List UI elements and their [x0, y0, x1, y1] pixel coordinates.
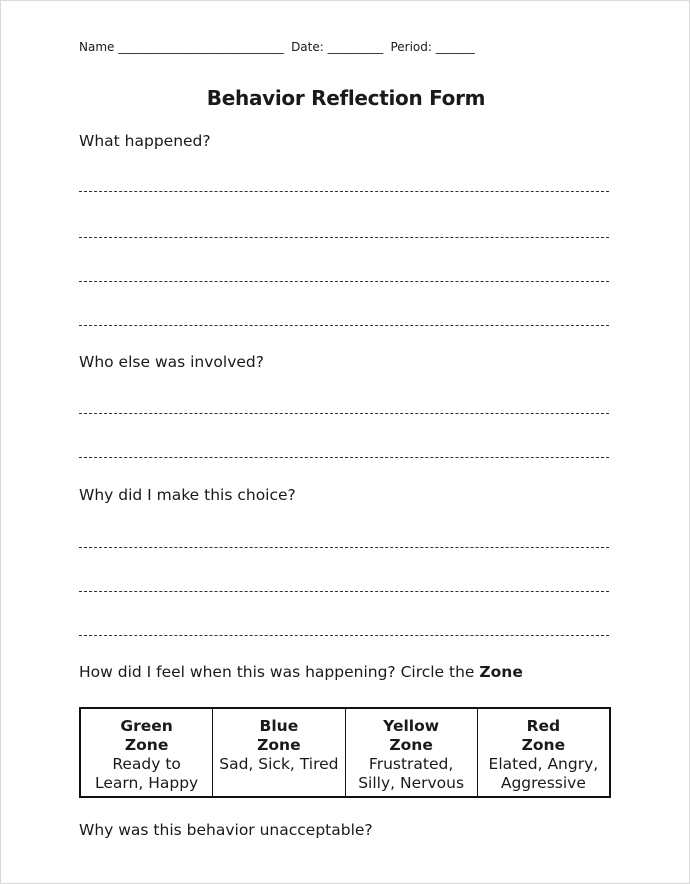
zone-emphasis: Zone [479, 663, 523, 681]
zone-description: Aggressive [500, 774, 586, 792]
answer-line[interactable] [79, 591, 609, 592]
question-who-involved: Who else was involved? [79, 353, 264, 371]
zone-description: Frustrated, [368, 755, 454, 773]
name-label: Name [79, 40, 115, 54]
name-field[interactable]: ______________________________ [118, 40, 284, 54]
period-field[interactable]: _______ [435, 40, 475, 54]
zone-name: Red [526, 717, 561, 735]
period-label: Period: [390, 40, 432, 54]
zone-red-cell[interactable] [478, 709, 609, 796]
answer-line[interactable] [79, 191, 609, 192]
question-why-choice: Why did I make this choice? [79, 486, 296, 504]
answer-line[interactable] [79, 237, 609, 238]
zone-description: Ready to [112, 755, 181, 773]
zone-description: Elated, Angry, [488, 755, 599, 773]
answer-line[interactable] [79, 547, 609, 548]
date-field[interactable]: __________ [327, 40, 383, 54]
question-how-feel-text: How did I feel when this was happening? Circle the [79, 663, 480, 681]
zone-description: Learn, Happy [95, 774, 199, 792]
question-why-unacceptable: Why was this behavior unacceptable? [79, 821, 373, 839]
zone-yellow-cell[interactable] [346, 709, 478, 796]
zone-name-suffix: Zone [521, 736, 566, 754]
date-label: Date: [291, 40, 324, 54]
zone-description: Silly, Nervous [358, 774, 465, 792]
zone-name: Blue [259, 717, 299, 735]
zone-name: Yellow [383, 717, 440, 735]
zones-table [79, 707, 611, 798]
question-how-feel [79, 663, 523, 681]
answer-line[interactable] [79, 325, 609, 326]
answer-line[interactable] [79, 281, 609, 282]
zone-name: Green [120, 717, 173, 735]
answer-line[interactable] [79, 413, 609, 414]
zone-name-suffix: Zone [257, 736, 301, 754]
student-info-row [79, 40, 609, 54]
answer-line[interactable] [79, 457, 609, 458]
zone-name-suffix: Zone [389, 736, 433, 754]
zone-green-cell[interactable] [81, 709, 213, 796]
zone-name-suffix: Zone [124, 736, 169, 754]
zone-description: Sad, Sick, Tired [219, 755, 339, 773]
question-what-happened: What happened? [79, 132, 211, 150]
answer-line[interactable] [79, 635, 609, 636]
zone-blue-cell[interactable] [213, 709, 345, 796]
page-title: Behavior Reflection Form [206, 86, 486, 110]
